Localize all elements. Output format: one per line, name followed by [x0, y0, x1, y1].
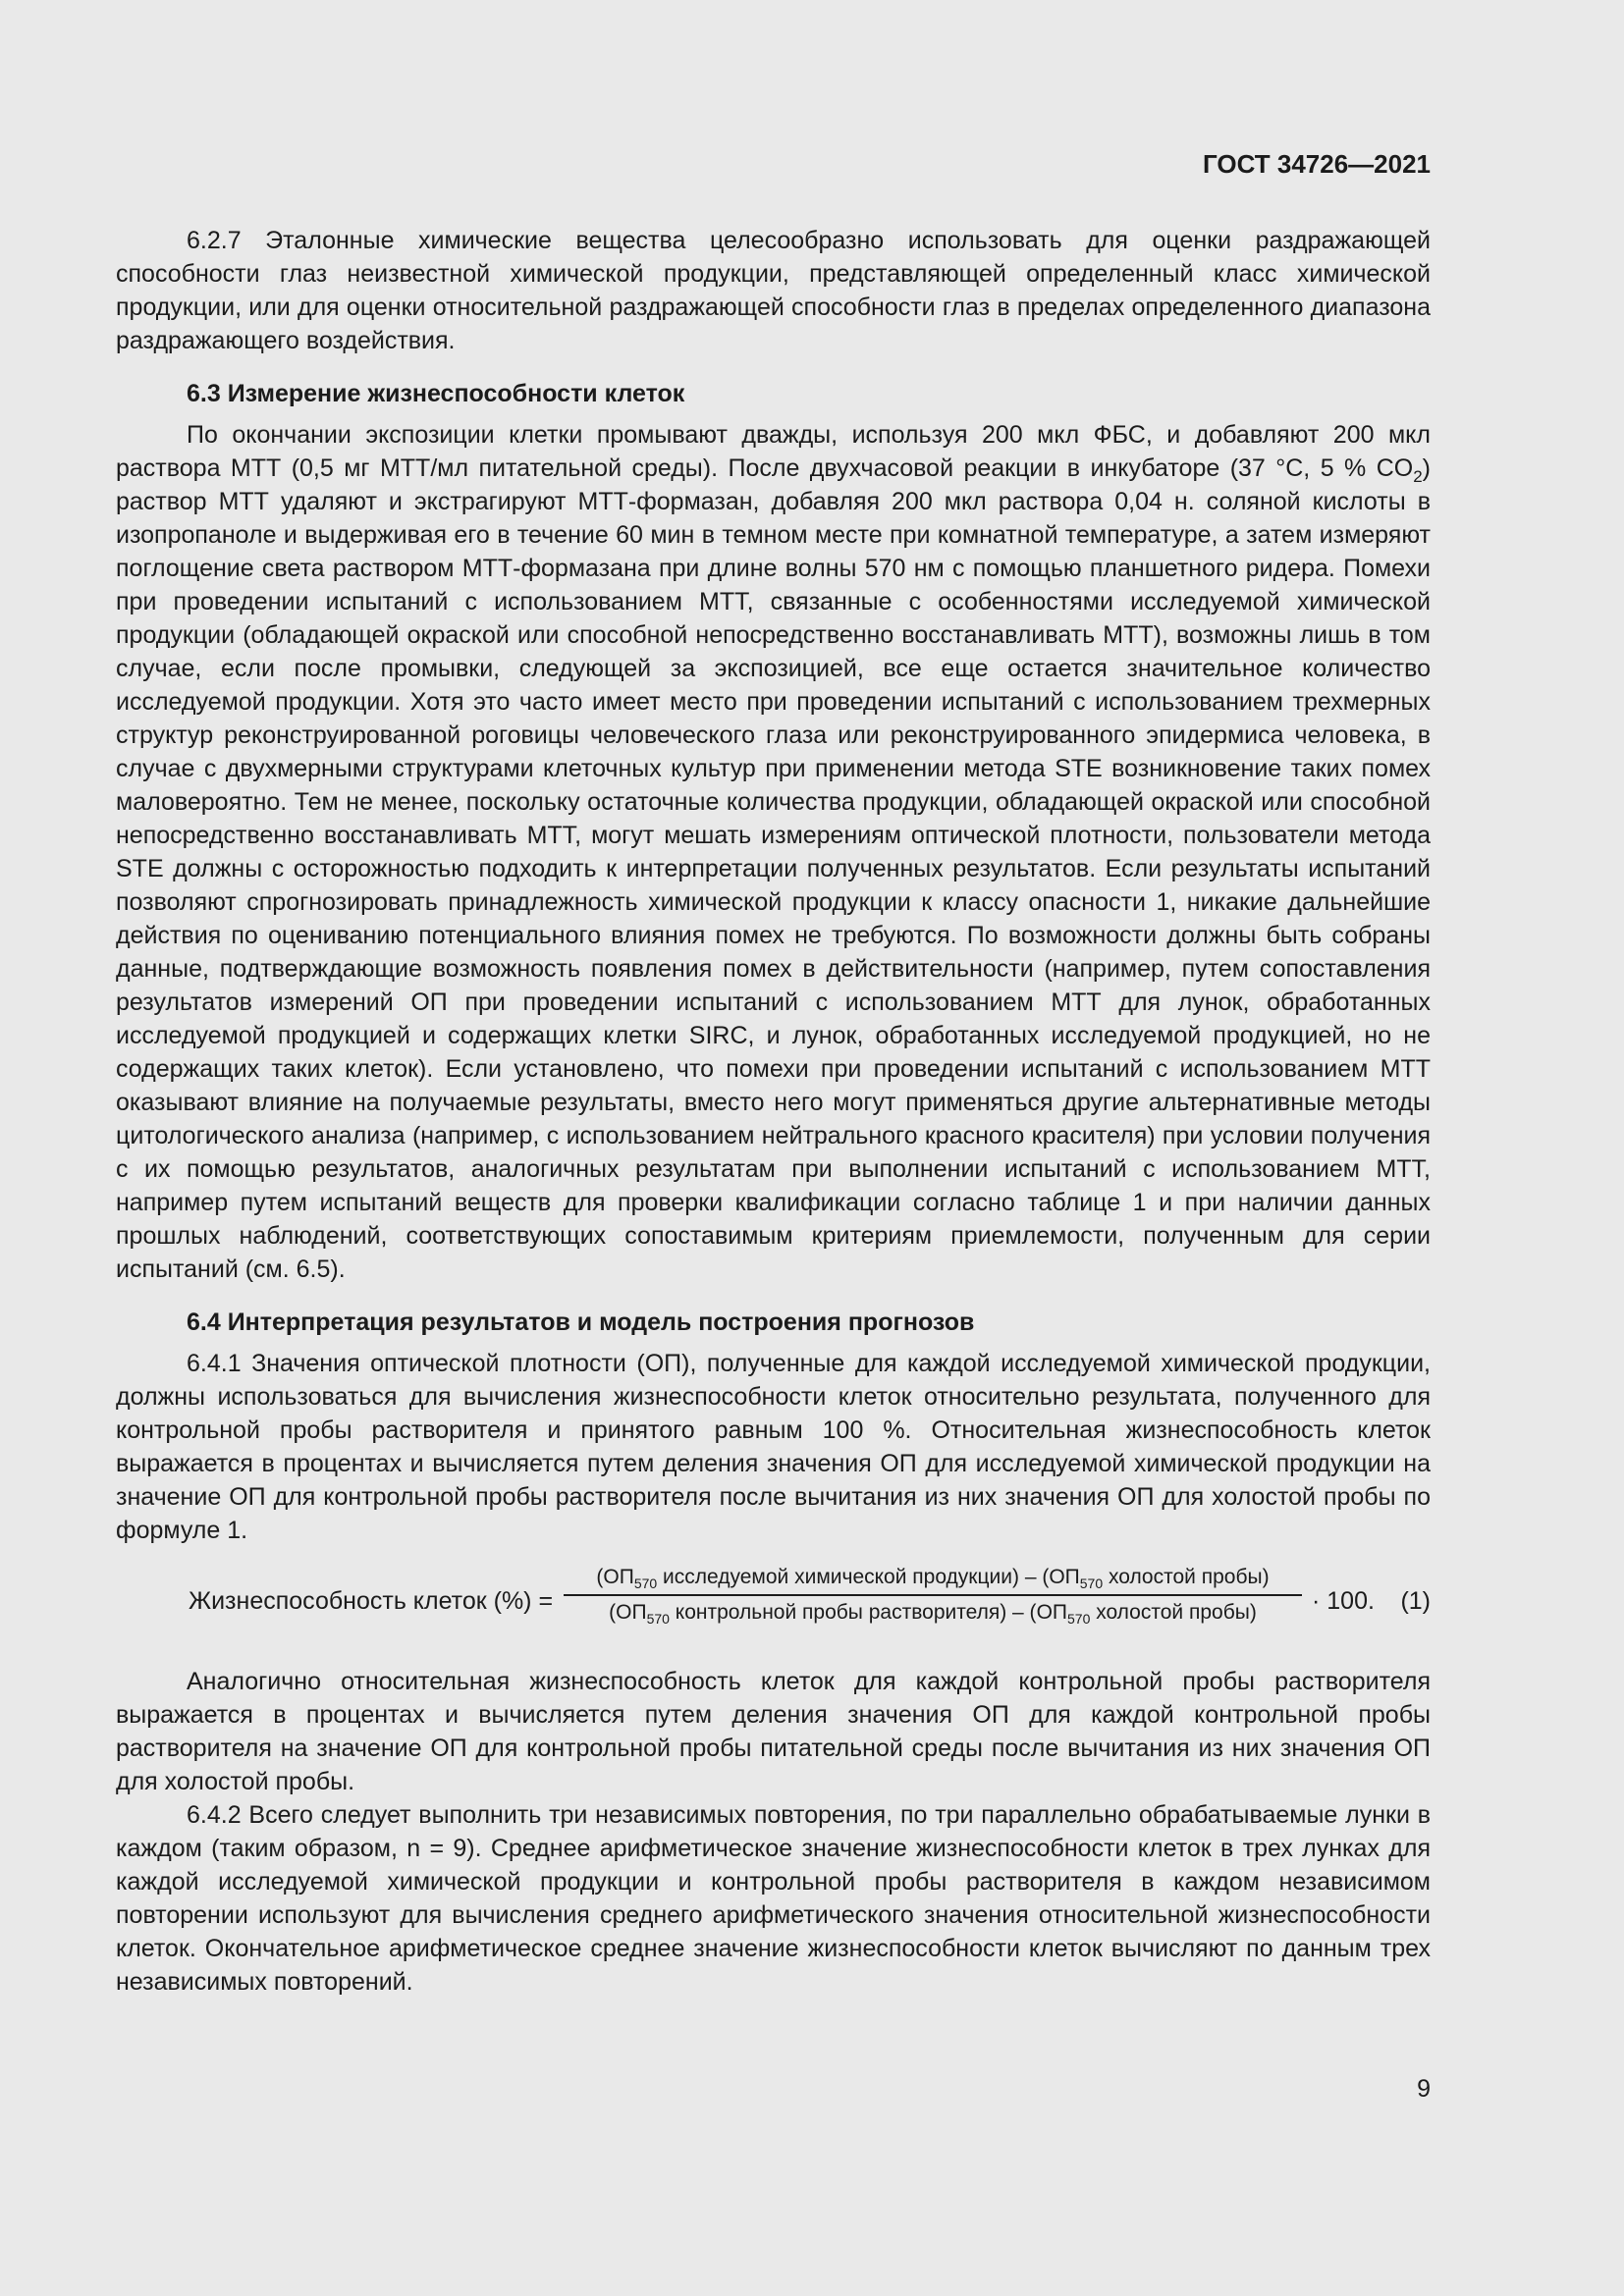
formula-fraction — [564, 1563, 1302, 1628]
document-body — [116, 224, 1431, 1999]
formula-numerator: ($ОП_{570}$ исследуемой химической продукции) – ($ОП_{570}$ холостой пробы) — [564, 1563, 1302, 1596]
section-title-6-3: 6.3 Измерение жизнеспособности клеток — [187, 380, 685, 407]
formula-number: (1) — [1400, 1587, 1431, 1615]
document-code: ГОСТ 34726—2021 — [1203, 149, 1431, 179]
paragraph-6-3-part-b: ) раствор МТТ удаляют и экстрагируют МТТ-формазан, добавляя 200 мкл раствора 0,04 н. соляной кислоты в изопропаноле и выдерживая его в течение 60 мин в темном месте при комнатной температуре, а затем измеряют поглощение света раствором МТТ-формазана при длине волны 570 нм с помощью планшетного ридера. Помехи при проведении испытаний с использованием МТТ, связанные с особенностями исследуемой химической продукции (обладающей окраской или способной непосредственно восстанавливать МТТ), возможны лишь в том случае, если после промывки, следующей за экспозицией, все еще остается значительное количество исследуемой продукции. Хотя это часто имеет место при проведении испытаний с использованием трехмерных структур реконструированной роговицы человеческого глаза или реконструированного эпидермиса человека, в случае с двухмерными структурами клеточных культур при применении метода STE возникновение таких помех маловероятно. Тем не менее, поскольку остаточные количества продукции, обладающей окраской или способной непосредственно восстанавливать МТТ, могут мешать измерениям оптической плотности, пользователи метода STE должны с осторожностью подходить к интерпретации полученных результатов. Если результаты испытаний позволяют спрогнозировать принадлежность химической продукции к классу опасности 1, никакие дальнейшие действия по оцениванию потенциального влияния помех не требуются. По возможности должны быть собраны данные, подтверждающие возможность появления помех в действительности (например, путем сопоставления результатов измерений ОП при проведении испытаний с использованием МТТ для лунок, обработанных исследуемой продукцией и содержащих клетки SIRC, и лунок, обработанных исследуемой продукцией, но не содержащих таких клеток). Если установлено, что помехи при проведении испытаний с использованием МТТ оказывают влияние на получаемые результаты, вместо него могут применяться другие альтернативные методы цитологического анализа (например, с использованием нейтрального красного красителя) при условии получения с их помощью результатов, аналогичных результатам при выполнении испытаний с использованием МТТ, например путем испытаний веществ для проверки квалификации согласно таблице 1 и при наличии данных прошлых наблюдений, соответствующих сопоставимым критериям приемлемости, полученным для серии испытаний (см. 6.5). — [116, 454, 1431, 1283]
paragraph-6-4-1: 6.4.1 Значения оптической плотности (ОП), полученные для каждой исследуемой химической продукции, должны использоваться для вычисления жизнеспособности клеток относительно результата, полученного для контрольной пробы растворителя и принятого равным 100 %. Относительная жизнеспособность клеток выражается в процентах и вычисляется путем деления значения ОП для исследуемой химической продукции на значение ОП для контрольной пробы растворителя после вычитания из них значения ОП для холостой пробы по формуле 1. — [116, 1350, 1431, 1544]
paragraph-6-3-part-a: По окончании экспозиции клетки промывают дважды, используя 200 мкл ФБС, и добавляют 200 мкл раствора МТТ (0,5 мг МТТ/мл питательной среды). После двухчасовой реакции в инкубаторе (37 °C, 5 % CO — [116, 421, 1431, 482]
paragraph-6-2-7: 6.2.7 Эталонные химические вещества целесообразно использовать для оценки раздражающей способности глаз неизвестной химической продукции, представляющей определенный класс химической продукции, или для оценки относительной раздражающей способности глаз в пределах определенного диапазона раздражающего воздействия. — [116, 227, 1431, 354]
paragraph-6-4-2: 6.4.2 Всего следует выполнить три независимых повторения, по три параллельно обрабатываемые лунки в каждом (таким образом, n = 9). Среднее арифметическое значение жизнеспособности клеток в трех лунках для каждой исследуемой химической продукции и контрольной пробы растворителя в каждом независимом повторении используют для вычисления среднего арифметического значения относительной жизнеспособности клеток. Окончательное арифметическое среднее значение жизнеспособности клеток вычисляют по данным трех независимых повторений. — [116, 1801, 1431, 1996]
subscript-2: 2 — [1413, 467, 1423, 486]
paragraph-analog: Аналогично относительная жизнеспособность клеток для каждой контрольной пробы растворителя выражается в процентах и вычисляется путем деления значения ОП для каждой контрольной пробы растворителя на значение ОП для контрольной пробы питательной среды после вычитания из них значения ОП для холостой пробы. — [116, 1668, 1431, 1795]
paragraph-6-3 — [116, 418, 1431, 1286]
formula-1 — [116, 1563, 1431, 1641]
page-number: 9 — [1417, 2075, 1431, 2103]
section-title-6-4: 6.4 Интерпретация результатов и модель построения прогнозов — [187, 1308, 975, 1336]
formula-multiplier: · 100. — [1312, 1587, 1375, 1615]
formula-denominator: ($ОП_{570}$ контрольной пробы растворителя) – ($ОП_{570}$ холостой пробы) — [609, 1601, 1257, 1627]
formula-lhs: Жизнеспособность клеток (%) = — [189, 1587, 554, 1615]
